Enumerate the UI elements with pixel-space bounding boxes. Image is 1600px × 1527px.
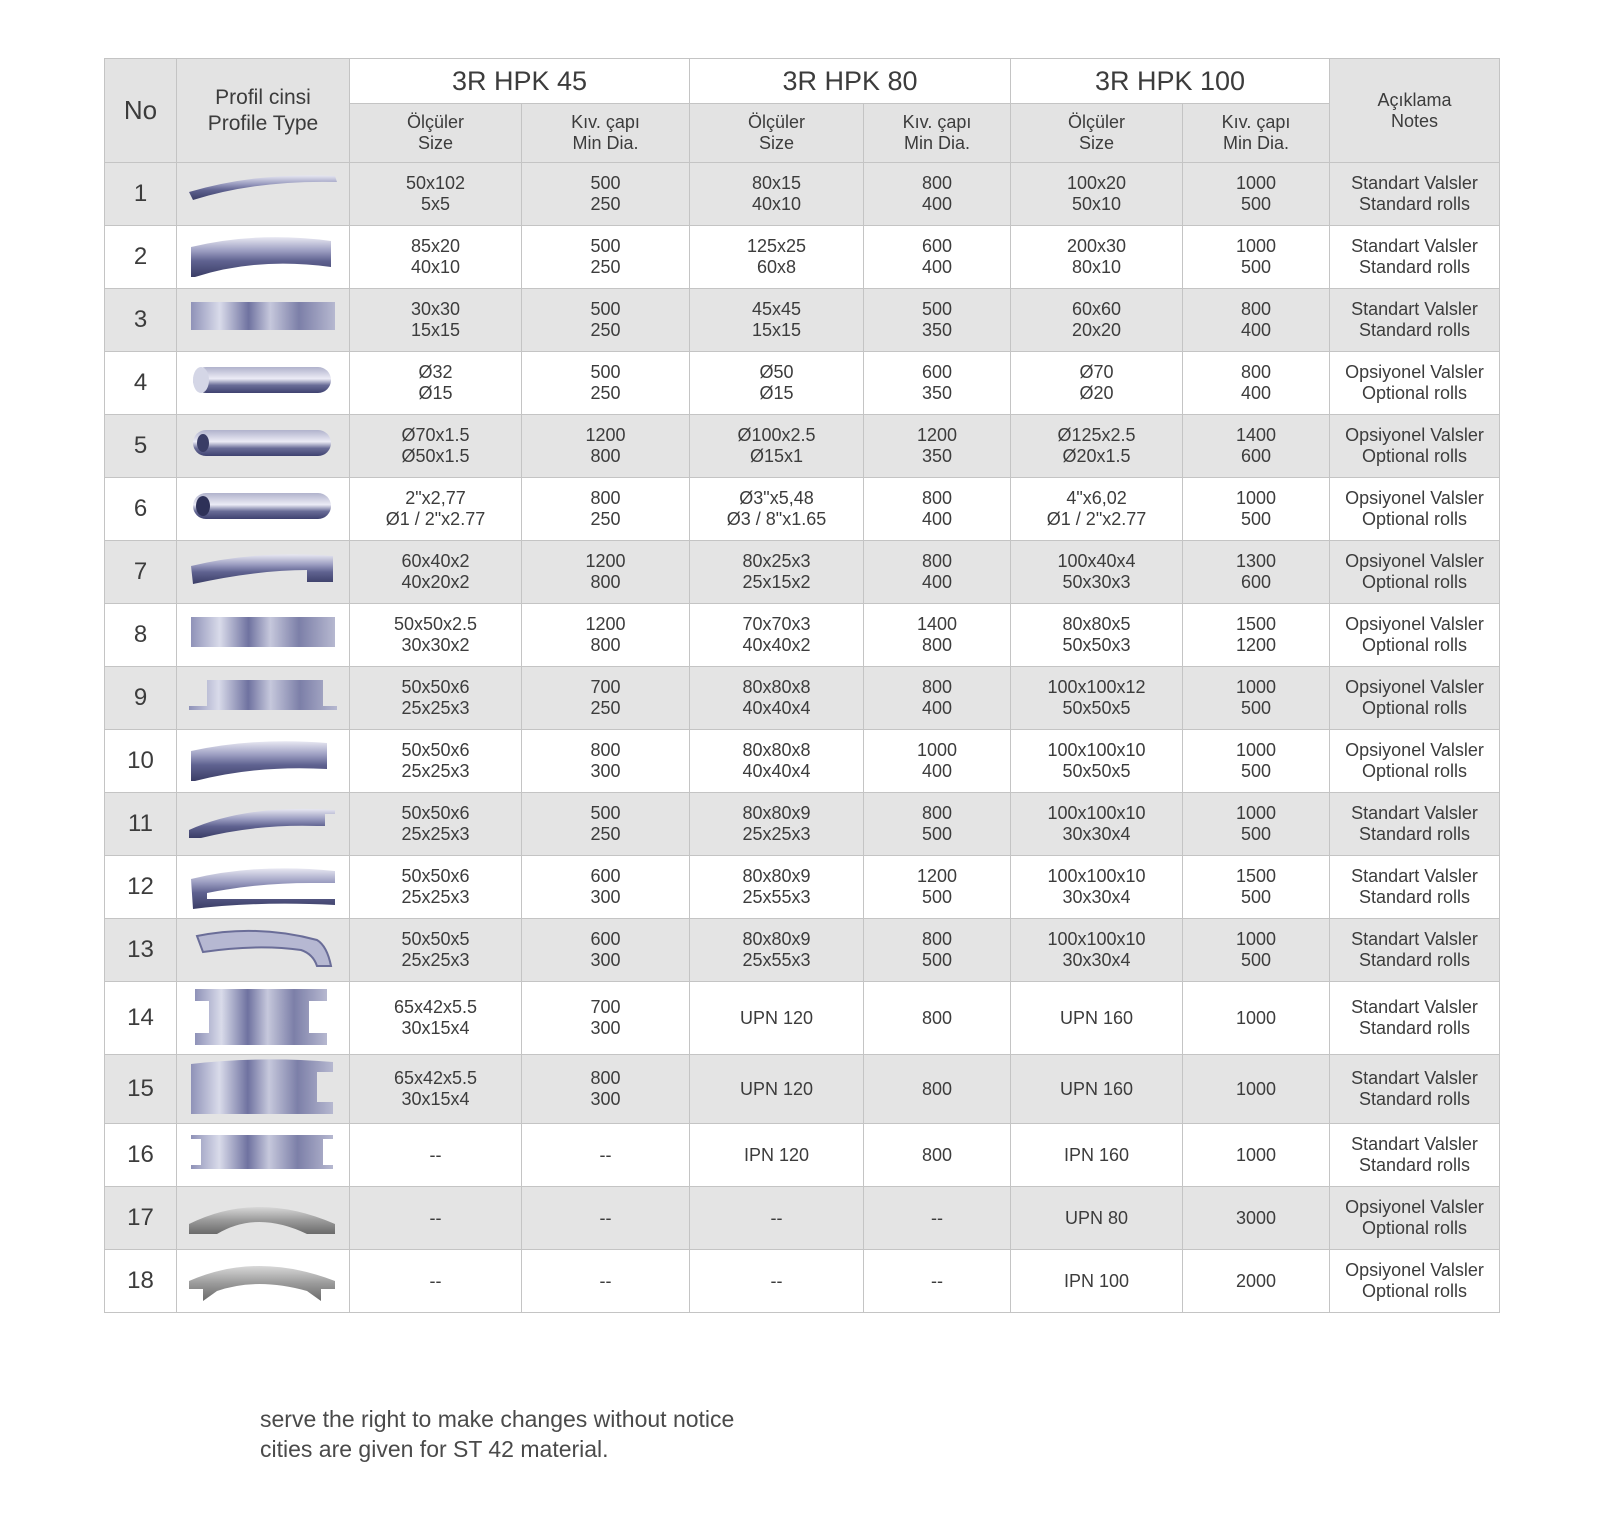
profile-shape-icon (187, 611, 339, 659)
notes-cell: Opsiyonel Valsler Optional rolls (1330, 604, 1500, 667)
min-dia-cell: 800 300 (522, 730, 690, 793)
size-cell: 4"x6,02 Ø1 / 2"x2.77 (1011, 478, 1183, 541)
min-dia-cell: 500 250 (522, 289, 690, 352)
min-dia-cell: 500 250 (522, 163, 690, 226)
model-header-hpk45: 3R HPK 45 (350, 59, 690, 104)
min-dia-cell: 800 400 (864, 541, 1011, 604)
row-number: 12 (105, 856, 177, 919)
profile-image (177, 982, 350, 1055)
size-cell: 60x40x2 40x20x2 (350, 541, 522, 604)
min-dia-cell: 1200 800 (522, 415, 690, 478)
profile-image (177, 604, 350, 667)
profile-image (177, 919, 350, 982)
footer-line: cities are given for ST 42 material. (260, 1436, 609, 1462)
notes-cell: Standart Valsler Standard rolls (1330, 163, 1500, 226)
size-cell: 100x40x4 50x30x3 (1011, 541, 1183, 604)
size-cell: IPN 100 (1011, 1250, 1183, 1313)
size-cell: 80x80x9 25x55x3 (690, 856, 864, 919)
profile-shape-icon (187, 1131, 339, 1179)
row-number: 6 (105, 478, 177, 541)
profile-shape-icon (187, 422, 339, 470)
size-cell: 50x50x6 25x25x3 (350, 856, 522, 919)
profile-shape-icon (187, 737, 339, 785)
min-dia-cell: 1400 600 (1183, 415, 1330, 478)
min-dia-cell: 500 350 (864, 289, 1011, 352)
size-cell: 80x80x8 40x40x4 (690, 730, 864, 793)
row-number: 14 (105, 982, 177, 1055)
min-dia-cell: 800 500 (864, 919, 1011, 982)
profile-image (177, 226, 350, 289)
size-cell: -- (350, 1124, 522, 1187)
size-cell: 100x100x12 50x50x5 (1011, 667, 1183, 730)
profile-capacity-table (104, 58, 1500, 1313)
min-dia-cell: 1000 500 (1183, 793, 1330, 856)
profile-image (177, 793, 350, 856)
size-cell: -- (690, 1187, 864, 1250)
size-cell: 85x20 40x10 (350, 226, 522, 289)
size-cell: UPN 80 (1011, 1187, 1183, 1250)
table-row (105, 1187, 1500, 1250)
profile-shape-icon (187, 1194, 339, 1242)
min-dia-cell: 800 (864, 982, 1011, 1055)
size-cell: 100x20 50x10 (1011, 163, 1183, 226)
min-dia-cell: 700 250 (522, 667, 690, 730)
min-dia-cell: -- (522, 1250, 690, 1313)
notes-cell: Standart Valsler Standard rolls (1330, 1055, 1500, 1124)
min-dia-cell: 800 250 (522, 478, 690, 541)
profile-image (177, 415, 350, 478)
size-cell: 100x100x10 50x50x5 (1011, 730, 1183, 793)
size-cell: -- (690, 1250, 864, 1313)
notes-cell: Standart Valsler Standard rolls (1330, 289, 1500, 352)
table-row (105, 1250, 1500, 1313)
table-row (105, 289, 1500, 352)
min-dia-header: Kıv. çapı Min Dia. (1183, 104, 1330, 163)
min-dia-cell: 1000 (1183, 1055, 1330, 1124)
table-row (105, 730, 1500, 793)
profile-shape-icon (187, 233, 339, 281)
size-cell: 45x45 15x15 (690, 289, 864, 352)
profile-shape-icon (187, 1058, 339, 1120)
table-row (105, 163, 1500, 226)
size-cell: 30x30 15x15 (350, 289, 522, 352)
table-row (105, 793, 1500, 856)
table-row (105, 1124, 1500, 1187)
min-dia-cell: 3000 (1183, 1187, 1330, 1250)
row-number: 18 (105, 1250, 177, 1313)
size-cell: Ø100x2.5 Ø15x1 (690, 415, 864, 478)
footer-disclaimer (260, 1404, 734, 1464)
profile-shape-icon (187, 863, 339, 911)
table-row (105, 1055, 1500, 1124)
min-dia-cell: 1000 500 (1183, 226, 1330, 289)
min-dia-cell: 1200 500 (864, 856, 1011, 919)
row-number: 1 (105, 163, 177, 226)
notes-cell: Opsiyonel Valsler Optional rolls (1330, 667, 1500, 730)
min-dia-cell: 1000 500 (1183, 163, 1330, 226)
notes-cell: Standart Valsler Standard rolls (1330, 982, 1500, 1055)
size-cell: 100x100x10 30x30x4 (1011, 793, 1183, 856)
table-row (105, 856, 1500, 919)
size-cell: 2"x2,77 Ø1 / 2"x2.77 (350, 478, 522, 541)
min-dia-cell: 1200 350 (864, 415, 1011, 478)
min-dia-cell: 1000 500 (1183, 730, 1330, 793)
table-row (105, 919, 1500, 982)
size-cell: 50x50x5 25x25x3 (350, 919, 522, 982)
row-number: 11 (105, 793, 177, 856)
min-dia-cell: 1000 400 (864, 730, 1011, 793)
profile-shape-icon (187, 674, 339, 722)
min-dia-cell: -- (864, 1250, 1011, 1313)
profile-shape-icon (187, 296, 339, 344)
min-dia-cell: 800 400 (864, 667, 1011, 730)
size-cell: UPN 120 (690, 1055, 864, 1124)
size-cell: 50x50x6 25x25x3 (350, 667, 522, 730)
row-number: 16 (105, 1124, 177, 1187)
size-cell: UPN 160 (1011, 982, 1183, 1055)
notes-cell: Opsiyonel Valsler Optional rolls (1330, 541, 1500, 604)
size-cell: 65x42x5.5 30x15x4 (350, 1055, 522, 1124)
notes-cell: Standart Valsler Standard rolls (1330, 1124, 1500, 1187)
size-cell: 80x80x5 50x50x3 (1011, 604, 1183, 667)
profile-shape-icon (187, 170, 339, 218)
size-cell: IPN 120 (690, 1124, 864, 1187)
size-header: Ölçüler Size (1011, 104, 1183, 163)
size-cell: 80x15 40x10 (690, 163, 864, 226)
min-dia-cell: 600 400 (864, 226, 1011, 289)
size-cell: Ø125x2.5 Ø20x1.5 (1011, 415, 1183, 478)
min-dia-cell: 1400 800 (864, 604, 1011, 667)
notes-cell: Opsiyonel Valsler Optional rolls (1330, 1187, 1500, 1250)
profile-image (177, 856, 350, 919)
table-row (105, 478, 1500, 541)
notes-cell: Opsiyonel Valsler Optional rolls (1330, 415, 1500, 478)
profile-shape-icon (187, 485, 339, 533)
row-number: 13 (105, 919, 177, 982)
table-row (105, 415, 1500, 478)
size-cell: 100x100x10 30x30x4 (1011, 856, 1183, 919)
min-dia-cell: 800 300 (522, 1055, 690, 1124)
profile-shape-icon (187, 1257, 339, 1305)
size-cell: 80x80x8 40x40x4 (690, 667, 864, 730)
size-cell: 50x50x6 25x25x3 (350, 793, 522, 856)
notes-cell: Standart Valsler Standard rolls (1330, 919, 1500, 982)
size-cell: 80x25x3 25x15x2 (690, 541, 864, 604)
size-cell: 50x50x2.5 30x30x2 (350, 604, 522, 667)
min-dia-header: Kıv. çapı Min Dia. (864, 104, 1011, 163)
profile-shape-icon (187, 926, 339, 974)
size-cell: 100x100x10 30x30x4 (1011, 919, 1183, 982)
notes-cell: Opsiyonel Valsler Optional rolls (1330, 1250, 1500, 1313)
table-row (105, 352, 1500, 415)
profile-type-header: Profil cinsi Profile Type (177, 59, 350, 163)
min-dia-cell: 800 400 (864, 478, 1011, 541)
min-dia-cell: -- (522, 1124, 690, 1187)
profile-image (177, 352, 350, 415)
profile-image (177, 1055, 350, 1124)
size-cell: Ø32 Ø15 (350, 352, 522, 415)
notes-cell: Standart Valsler Standard rolls (1330, 226, 1500, 289)
min-dia-cell: 800 500 (864, 793, 1011, 856)
notes-cell: Standart Valsler Standard rolls (1330, 793, 1500, 856)
row-number: 5 (105, 415, 177, 478)
profile-image (177, 1187, 350, 1250)
footer-line: serve the right to make changes without notice (260, 1406, 735, 1432)
profile-shape-icon (187, 987, 339, 1049)
size-cell: 50x102 5x5 (350, 163, 522, 226)
size-cell: Ø70 Ø20 (1011, 352, 1183, 415)
notes-header: Açıklama Notes (1330, 59, 1500, 163)
row-number: 2 (105, 226, 177, 289)
row-number: 17 (105, 1187, 177, 1250)
profile-image (177, 163, 350, 226)
min-dia-cell: 1300 600 (1183, 541, 1330, 604)
profile-image (177, 289, 350, 352)
size-cell: Ø70x1.5 Ø50x1.5 (350, 415, 522, 478)
size-header: Ölçüler Size (690, 104, 864, 163)
min-dia-cell: 800 400 (1183, 289, 1330, 352)
profile-image (177, 730, 350, 793)
size-cell: UPN 120 (690, 982, 864, 1055)
min-dia-cell: 600 300 (522, 919, 690, 982)
min-dia-cell: -- (864, 1187, 1011, 1250)
min-dia-cell: 1200 800 (522, 541, 690, 604)
min-dia-cell: 500 250 (522, 793, 690, 856)
row-number: 10 (105, 730, 177, 793)
row-number: 8 (105, 604, 177, 667)
size-cell: -- (350, 1250, 522, 1313)
notes-cell: Opsiyonel Valsler Optional rolls (1330, 352, 1500, 415)
min-dia-cell: 600 350 (864, 352, 1011, 415)
min-dia-cell: 800 (864, 1055, 1011, 1124)
profile-shape-icon (187, 548, 339, 596)
model-header-hpk100: 3R HPK 100 (1011, 59, 1330, 104)
size-cell: UPN 160 (1011, 1055, 1183, 1124)
min-dia-cell: 1000 (1183, 1124, 1330, 1187)
size-cell: 200x30 80x10 (1011, 226, 1183, 289)
table-row (105, 604, 1500, 667)
size-cell: Ø50 Ø15 (690, 352, 864, 415)
row-number: 9 (105, 667, 177, 730)
size-cell: 80x80x9 25x55x3 (690, 919, 864, 982)
notes-cell: Opsiyonel Valsler Optional rolls (1330, 478, 1500, 541)
size-cell: 65x42x5.5 30x15x4 (350, 982, 522, 1055)
min-dia-cell: 700 300 (522, 982, 690, 1055)
min-dia-cell: 1000 500 (1183, 667, 1330, 730)
size-header: Ölçüler Size (350, 104, 522, 163)
no-header: No (105, 59, 177, 163)
table-row (105, 226, 1500, 289)
notes-cell: Standart Valsler Standard rolls (1330, 856, 1500, 919)
table-row (105, 541, 1500, 604)
min-dia-cell: 1000 500 (1183, 478, 1330, 541)
min-dia-cell: 2000 (1183, 1250, 1330, 1313)
profile-image (177, 478, 350, 541)
profile-image (177, 541, 350, 604)
table-row (105, 982, 1500, 1055)
min-dia-cell: 1500 1200 (1183, 604, 1330, 667)
profile-shape-icon (187, 800, 339, 848)
row-number: 15 (105, 1055, 177, 1124)
profile-image (177, 667, 350, 730)
size-cell: 125x25 60x8 (690, 226, 864, 289)
min-dia-cell: 1200 800 (522, 604, 690, 667)
profile-shape-icon (187, 359, 339, 407)
size-cell: 60x60 20x20 (1011, 289, 1183, 352)
min-dia-cell: 800 (864, 1124, 1011, 1187)
min-dia-cell: 500 250 (522, 352, 690, 415)
min-dia-cell: 800 400 (1183, 352, 1330, 415)
min-dia-cell: 600 300 (522, 856, 690, 919)
min-dia-cell: 500 250 (522, 226, 690, 289)
min-dia-cell: 1000 500 (1183, 919, 1330, 982)
table-row (105, 667, 1500, 730)
min-dia-cell: -- (522, 1187, 690, 1250)
model-header-hpk80: 3R HPK 80 (690, 59, 1011, 104)
profile-image (177, 1250, 350, 1313)
size-cell: 80x80x9 25x25x3 (690, 793, 864, 856)
size-cell: 50x50x6 25x25x3 (350, 730, 522, 793)
min-dia-cell: 800 400 (864, 163, 1011, 226)
min-dia-cell: 1500 500 (1183, 856, 1330, 919)
size-cell: 70x70x3 40x40x2 (690, 604, 864, 667)
min-dia-header: Kıv. çapı Min Dia. (522, 104, 690, 163)
notes-cell: Opsiyonel Valsler Optional rolls (1330, 730, 1500, 793)
row-number: 7 (105, 541, 177, 604)
size-cell: IPN 160 (1011, 1124, 1183, 1187)
min-dia-cell: 1000 (1183, 982, 1330, 1055)
size-cell: Ø3"x5,48 Ø3 / 8"x1.65 (690, 478, 864, 541)
size-cell: -- (350, 1187, 522, 1250)
row-number: 4 (105, 352, 177, 415)
profile-image (177, 1124, 350, 1187)
row-number: 3 (105, 289, 177, 352)
